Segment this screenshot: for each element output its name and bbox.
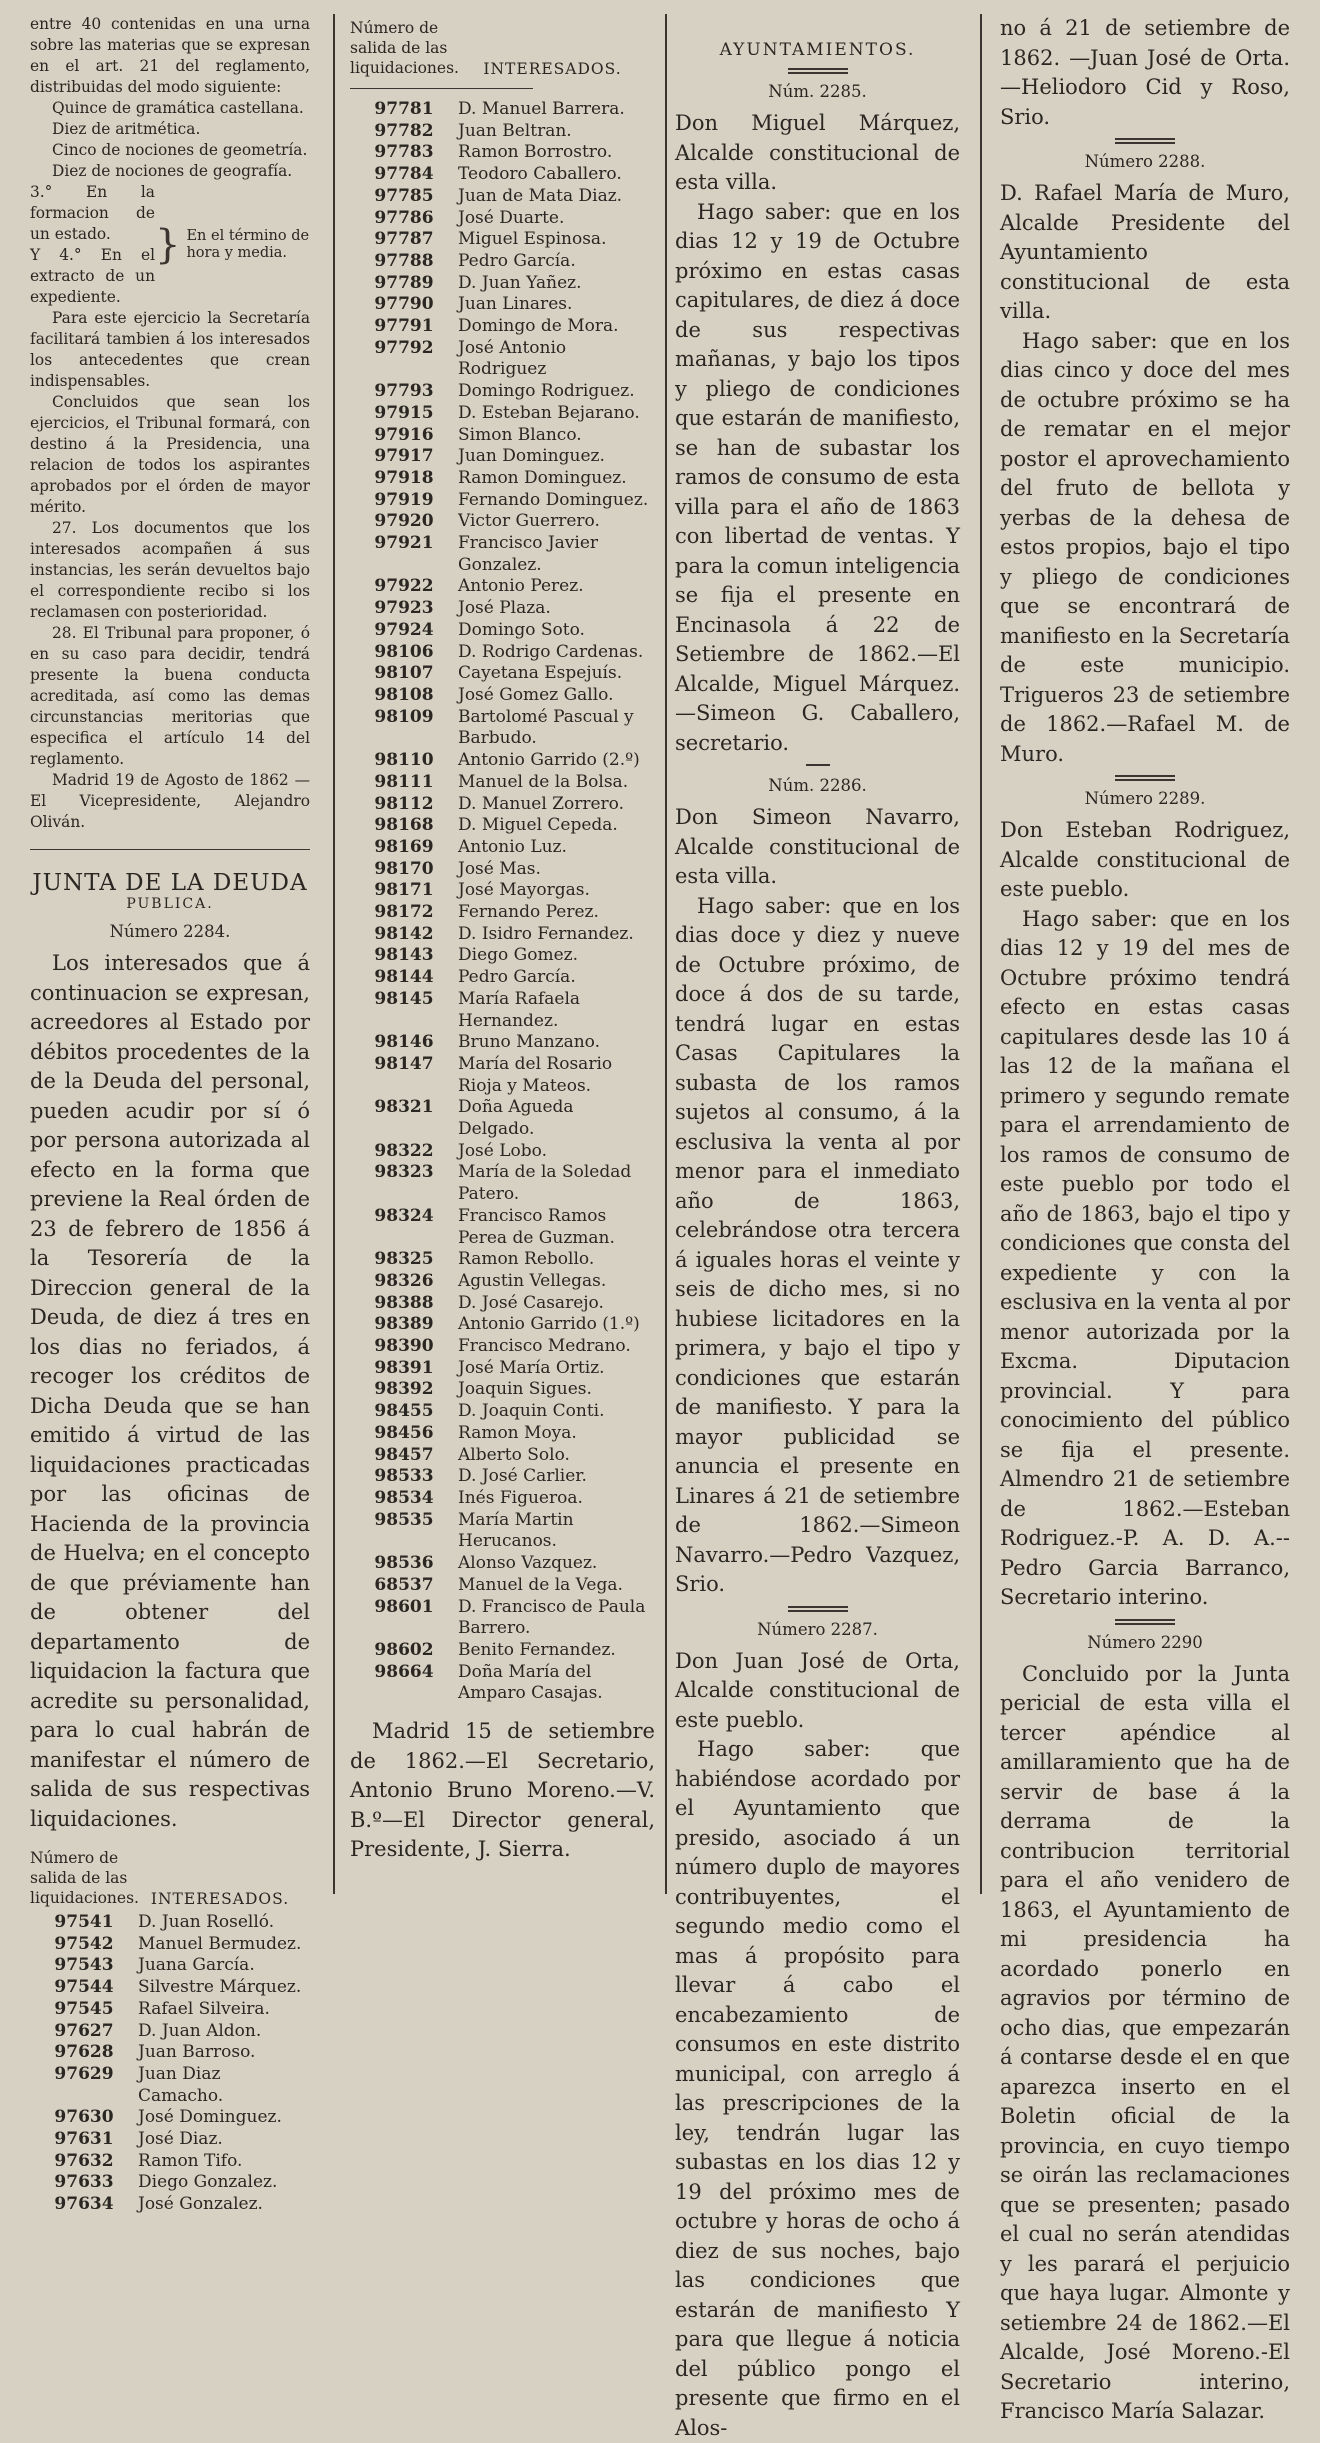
interesado-name: D. Miguel Cepeda. [458, 815, 618, 836]
header-number: Número de salida de las liquidaciones. [30, 1849, 139, 1907]
table-row [350, 142, 655, 164]
header-interesados: INTERESADOS. [150, 1890, 290, 1908]
brace-glyph: } [155, 222, 181, 268]
liquidation-table [30, 1912, 310, 2216]
liquidation-number: 97544 [54, 1977, 114, 1998]
table-row [30, 1934, 310, 1956]
list-item: Diez de nociones de geografía. [52, 162, 293, 180]
table-row [350, 229, 655, 251]
liquidation-number: 98106 [374, 641, 434, 662]
table-row [350, 251, 655, 273]
table-row [350, 533, 655, 576]
liquidation-number: 98111 [374, 771, 434, 792]
section-title: JUNTA DE LA DEUDA [32, 870, 308, 896]
intro-text: entre 40 contenidas en una urna sobre las materias que se expresan en el art. 21 del reglamento, distribuidas del modo siguiente: [30, 15, 310, 96]
list-item: Diez de aritmética. [52, 120, 201, 138]
interesado-name: María Rafaela Hernandez. [458, 988, 581, 1031]
table-row [350, 1553, 655, 1575]
interesado-name: Inés Figueroa. [458, 1488, 583, 1508]
column-1 [30, 14, 310, 2216]
interesado-name: D. Francisco de Paula Barrero. [458, 1596, 646, 1639]
liquidation-number: 98112 [374, 793, 434, 814]
interesado-name: Juan Dominguez. [458, 446, 605, 467]
table-row [350, 837, 655, 859]
liquidation-number: 97785 [374, 185, 434, 206]
notice-number: Número 2284. [109, 922, 231, 941]
table-row [350, 99, 655, 121]
liquidation-number: 98171 [374, 880, 434, 901]
interesado-name: D. Juan Yañez. [458, 272, 582, 293]
liquidation-number: 97916 [374, 424, 434, 445]
liquidation-number: 98142 [374, 923, 434, 944]
list-item: Y 4.° En el extracto de un expediente. [30, 246, 155, 306]
interesado-name: Alonso Vazquez. [458, 1553, 598, 1574]
liquidation-number: 98170 [374, 858, 434, 879]
interesado-name: Ramon Rebollo. [458, 1249, 595, 1270]
notice-number: Número 2289. [1084, 789, 1206, 808]
interesado-name: D. José Casarejo. [458, 1292, 604, 1313]
liquidation-number: 98388 [374, 1292, 434, 1313]
interesado-name: D. Manuel Zorrero. [458, 793, 624, 814]
liquidation-number: 97788 [374, 250, 434, 271]
table-row [350, 1249, 655, 1271]
liquidation-number: 98391 [374, 1357, 434, 1378]
liquidation-number: 98390 [374, 1336, 434, 1357]
interesado-name: Silvestre Márquez. [138, 1977, 302, 1998]
liquidation-number: 97629 [54, 2063, 114, 2084]
interesado-name: D. Juan Roselló. [138, 1912, 275, 1932]
table-row [350, 1401, 655, 1423]
interesado-name: Ramon Borrostro. [458, 142, 613, 163]
liquidation-number: 98389 [374, 1314, 434, 1335]
table-row [350, 794, 655, 816]
liquidation-number: 97786 [374, 207, 434, 228]
liquidation-number: 97787 [374, 229, 434, 250]
double-rule [1115, 138, 1175, 144]
table-row [350, 707, 655, 750]
table-row [350, 121, 655, 143]
table-row [30, 2194, 310, 2216]
liquidation-number: 98107 [374, 663, 434, 684]
interesado-name: D. José Carlier. [458, 1466, 587, 1487]
liquidation-number: 98169 [374, 836, 434, 857]
liquidation-number: 97792 [374, 337, 434, 358]
table-row [350, 425, 655, 447]
liquidation-number: 98457 [374, 1444, 434, 1465]
interesado-name: Bruno Manzano. [458, 1032, 601, 1053]
table-row [350, 164, 655, 186]
table-row [350, 576, 655, 598]
notice-body: Hago saber: que en los dias 12 y 19 del mes de Octubre próximo tendrá efecto en estas casas capitulares desde las 10 á las 12 de la mañana el primero y segundo remate para el arrendamiento de los ramos de consumo de este pueblo por todo el año de 1863, bajo el tipo y condiciones que consta del expediente y con la esclusiva en la venta al por menor autorizada por la Excma. Diputacion provincial. Y para conocimiento del público se fija el presente. Almendro 21 de setiembre de 1862.—Esteban Rodriguez.-P. A. D. A.--Pedro Garcia Barranco, Secretario interino. [1000, 906, 1290, 1609]
divider [350, 88, 533, 89]
interesado-name: José María Ortiz. [458, 1357, 605, 1378]
table-row [350, 815, 655, 837]
liquidation-number: 97630 [54, 2107, 114, 2128]
table-row [350, 1271, 655, 1293]
notice-body: Los interesados que á continuacion se expresan, acreedores al Estado por débitos procedentes de la de la Deuda del personal, pueden acudir por sí ó por persona autorizada al efecto en la forma que previene la Real órden de 23 de febrero de 1856 á la Tesorería de la Direccion general de la Deuda, de diez á tres en los dias no feriados, á recoger los créditos de Dicha Deuda que se han emitido á virtud de las liquidaciones practicadas por las oficinas de Hacienda de la provincia de Huelva; en el concepto de que préviamente han de obtener del departamento de liquidacion la factura que acredite su personalidad, para lo cual habrán de manifestar el número de salida de sus respectivas liquidaciones. [30, 951, 310, 1831]
table-row [350, 1293, 655, 1315]
paragraph: Para este ejercicio la Secretaría facilitará tambien á los interesados los antecedentes que crean indispensables. [30, 309, 310, 390]
notice-header: Don Esteban Rodriguez, Alcalde constitucional de este pueblo. [1000, 818, 1290, 901]
table-row [350, 642, 655, 664]
liquidation-number: 98326 [374, 1270, 434, 1291]
paragraph: 28. El Tribunal para proponer, ó en su caso para decidir, tendrá presente la buena conducta acreditada, así como las demas circunstancias meritorias que especifica el artículo 14 del reglamento. [30, 624, 310, 768]
table-row [350, 1358, 655, 1380]
table-row [350, 620, 655, 642]
table-row [30, 2064, 310, 2107]
liquidation-number: 97920 [374, 511, 434, 532]
interesado-name: Pedro García. [458, 250, 576, 271]
liquidation-number: 98321 [374, 1097, 434, 1118]
table-row [350, 403, 655, 425]
liquidation-number: 97634 [54, 2194, 114, 2215]
liquidation-number: 97627 [54, 2020, 114, 2041]
liquidation-number: 98324 [374, 1205, 434, 1226]
interesado-name: Francisco Javier Gonzalez. [458, 533, 599, 575]
table-row [350, 294, 655, 316]
liquidation-number: 98392 [374, 1379, 434, 1400]
interesado-name: Diego Gomez. [458, 945, 579, 966]
divider [30, 849, 310, 850]
notice-number: Número 2288. [1084, 152, 1206, 171]
table-row [30, 1999, 310, 2021]
interesado-name: Doña Agueda Delgado. [458, 1097, 574, 1140]
table-row [350, 1445, 655, 1467]
notice-header: Don Miguel Márquez, Alcalde constitucional de esta villa. [675, 111, 960, 194]
table-row [30, 2021, 310, 2043]
liquidation-number: 97789 [374, 272, 434, 293]
notice-header: Don Simeon Navarro, Alcalde constitucional de esta villa. [675, 805, 960, 888]
double-rule [788, 1606, 848, 1612]
double-rule [1115, 1619, 1175, 1625]
column-rule [665, 14, 667, 1894]
liquidation-number: 97923 [374, 598, 434, 619]
table-row [350, 1597, 655, 1640]
interesado-name: José Lobo. [458, 1140, 547, 1161]
liquidation-number: 97921 [374, 533, 434, 554]
table-row [350, 1640, 655, 1662]
paragraph: Concluidos que sean los ejercicios, el Tribunal formará, con destino á la Presidencia, una relacion de todos los aspirantes aprobados por el órden de mayor mérito. [30, 393, 310, 516]
paragraph: 27. Los documentos que los interesados acompañen á sus instancias, les serán devueltos bajo el correspondiente recibo si los reclamasen con posterioridad. [30, 519, 310, 621]
interesado-name: Juan Linares. [458, 294, 573, 315]
liquidation-number: 97633 [54, 2172, 114, 2193]
table-row [30, 2151, 310, 2173]
liquidation-number: 97917 [374, 446, 434, 467]
interesado-name: José Gonzalez. [138, 2194, 263, 2215]
list-item: Quince de gramática castellana. [52, 99, 304, 117]
section-subtitle: PUBLICA. [126, 896, 214, 912]
table-row [350, 989, 655, 1032]
column-rule [980, 14, 982, 1894]
table-row [350, 446, 655, 468]
liquidation-number: 98323 [374, 1162, 434, 1183]
interesado-name: Antonio Perez. [458, 576, 584, 597]
interesado-name: D. Isidro Fernandez. [458, 923, 634, 944]
liquidation-number: 97793 [374, 381, 434, 402]
liquidation-number: 97628 [54, 2042, 114, 2063]
interesado-name: José Duarte. [458, 207, 565, 228]
interesado-name: Domingo de Mora. [458, 316, 619, 337]
liquidation-number: 98664 [374, 1661, 434, 1682]
liquidation-table [350, 99, 655, 1705]
liquidation-number: 98145 [374, 988, 434, 1009]
interesado-name: Simon Blanco. [458, 424, 582, 445]
table-row [350, 1141, 655, 1163]
notice-continuation: no á 21 de setiembre de 1862. —Juan José de Orta.—Heliodoro Cid y Roso, Srio. [1000, 16, 1290, 129]
interesado-name: José Plaza. [458, 598, 551, 619]
interesado-name: Francisco Medrano. [458, 1336, 631, 1357]
double-rule [1115, 775, 1175, 781]
table-row [350, 511, 655, 533]
column-2 [350, 14, 655, 1865]
table-row [350, 208, 655, 230]
interesado-name: D. Juan Aldon. [138, 2020, 262, 2041]
interesado-name: Cayetana Espejuís. [458, 663, 623, 684]
interesado-name: Bartolomé Pascual y Barbudo. [458, 706, 634, 749]
liquidation-number: 98534 [374, 1488, 434, 1508]
liquidation-number: 97782 [374, 120, 434, 141]
interesado-name: D. Joaquin Conti. [458, 1401, 605, 1422]
interesado-name: Juan Barroso. [138, 2042, 256, 2063]
liquidation-number: 97541 [54, 1912, 114, 1932]
interesado-name: Antonio Garrido (1.º) [458, 1314, 640, 1335]
liquidation-number: 97542 [54, 1933, 114, 1954]
closing-text: Madrid 15 de setiembre de 1862.—El Secretario, Antonio Bruno Moreno.—V. B.º—El Director general, Presidente, J. Sierra. [350, 1719, 655, 1862]
interesado-name: Fernando Perez. [458, 902, 599, 923]
liquidation-number: 98168 [374, 815, 434, 836]
table-row [350, 1162, 655, 1205]
interesado-name: Alberto Solo. [458, 1444, 570, 1465]
table-row [350, 967, 655, 989]
notice-body: Hago saber: que habiéndose acordado por el Ayuntamiento que presido, asociado á un número duplo de mayores contribuyentes, el segundo medio como el mas á propósito para llevar á cabo el encabezamiento de consumos en este distrito municipal, con arreglo á las prescripciones de la ley, tendrán lugar las subastas en los dias 12 y 19 del próximo mes de octubre y horas de ocho á diez de sus noches, bajo las condiciones que estarán de manifiesto Y para que llegue á noticia del público pongo el presente que firmo en el Alos- [675, 1737, 960, 2440]
liquidation-number: 97784 [374, 164, 434, 185]
interesado-name: Antonio Luz. [458, 836, 567, 857]
table-row [350, 1379, 655, 1401]
liquidation-number: 97918 [374, 467, 434, 488]
interesado-name: José Mayorgas. [458, 880, 590, 901]
interesado-name: Miguel Espinosa. [458, 229, 607, 250]
liquidation-number: 97922 [374, 576, 434, 597]
interesado-name: José Diaz. [138, 2129, 223, 2150]
liquidation-number: 98322 [374, 1140, 434, 1161]
table-row [30, 2172, 310, 2194]
table-row [350, 381, 655, 403]
interesado-name: Ramon Dominguez. [458, 467, 627, 488]
liquidation-number: 97783 [374, 142, 434, 163]
table-row [350, 945, 655, 967]
liquidation-number: 98110 [374, 750, 434, 771]
liquidation-number: 97919 [374, 489, 434, 510]
brace-text: En el término de hora y media. [186, 227, 310, 261]
liquidation-number: 68537 [374, 1574, 434, 1595]
double-rule [788, 68, 848, 74]
table-row [350, 1054, 655, 1097]
interesado-name: D. Esteban Bejarano. [458, 402, 640, 423]
interesado-name: Agustin Vellegas. [458, 1270, 607, 1291]
notice-number: Núm. 2285. [768, 82, 867, 101]
table-header [350, 18, 655, 78]
double-rule [806, 764, 830, 768]
table-row [30, 1912, 310, 1934]
interesado-name: Teodoro Caballero. [458, 164, 622, 185]
notice-number: Núm. 2286. [768, 776, 867, 795]
interesado-name: Benito Fernandez. [458, 1639, 616, 1660]
table-row [30, 2129, 310, 2151]
interesado-name: Diego Gonzalez. [138, 2172, 278, 2193]
liquidation-number: 98536 [374, 1553, 434, 1574]
interesado-name: Ramon Tifo. [138, 2150, 243, 2171]
liquidation-number: 98533 [374, 1466, 434, 1487]
table-row [350, 468, 655, 490]
brace-group [30, 182, 310, 308]
table-row [30, 1955, 310, 1977]
liquidation-number: 98144 [374, 967, 434, 988]
liquidation-number: 97791 [374, 316, 434, 337]
notice-body: Hago saber: que en los dias cinco y doce del mes de octubre próximo se ha de rematar en el mejor postor el aprovechamiento del fruto de bellota y yerbas de la dehesa de estos propios, bajo el tipo y pliego de condiciones que se encontrará de manifiesto en la Secretaría de este municipio. Trigueros 23 de setiembre de 1862.—Rafael M. de Muro. [1000, 328, 1290, 766]
table-row [350, 273, 655, 295]
interesado-name: D. Manuel Barrera. [458, 99, 625, 119]
liquidation-number: 97781 [374, 99, 434, 119]
table-row [350, 338, 655, 381]
liquidation-number: 98455 [374, 1401, 434, 1422]
liquidation-number: 97543 [54, 1955, 114, 1976]
list-item: 3.° En la formacion de un estado. [30, 183, 155, 243]
interesado-name: José Dominguez. [138, 2107, 282, 2128]
table-row [350, 1032, 655, 1054]
interesado-name: Joaquin Sigues. [458, 1379, 592, 1400]
column-rule [333, 14, 335, 1894]
interesado-name: José Gomez Gallo. [458, 684, 614, 705]
interesado-name: Victor Guerrero. [458, 511, 600, 532]
liquidation-number: 98146 [374, 1032, 434, 1053]
interesado-name: Manuel de la Vega. [458, 1574, 623, 1595]
header-interesados: INTERESADOS. [483, 60, 622, 78]
liquidation-number: 98602 [374, 1639, 434, 1660]
interesado-name: Juan Beltran. [458, 120, 572, 141]
liquidation-number: 97790 [374, 294, 434, 315]
liquidation-number: 98601 [374, 1596, 434, 1617]
liquidation-number: 98143 [374, 945, 434, 966]
notice-body: Hago saber: que en los dias doce y diez y nueve de Octubre próximo, de doce á dos de su tarde, tendrá lugar en estas Casas Capitulares la subasta de los ramos sujetos al consumo, á la esclusiva la venta al por menor para el inmediato año de 1863, celebrándose otra tercera á iguales horas el veinte y seis de dicho mes, si no hubiese licitadores en la primera, y bajo el tipo y condiciones que estarán de manifiesto. Y para la mayor publicidad se anuncia el presente en Linares á 21 de setiembre de 1862.—Simeon Navarro.—Pedro Vazquez, Srio. [675, 893, 960, 1596]
table-row [350, 1575, 655, 1597]
interesado-name: Ramon Moya. [458, 1422, 577, 1443]
liquidation-number: 98535 [374, 1509, 434, 1530]
notice-header: D. Rafael María de Muro, Alcalde Presidente del Ayuntamiento constitucional de esta villa. [1000, 181, 1290, 323]
interesado-name: Juan Diaz Camacho. [138, 2063, 224, 2106]
table-row [350, 1097, 655, 1140]
interesado-name: Francisco Ramos Perea de Guzman. [458, 1205, 615, 1248]
table-row [350, 902, 655, 924]
interesado-name: D. Rodrigo Cardenas. [458, 641, 644, 662]
notice-body: Hago saber: que en los dias 12 y 19 de Octubre próximo en estas casas capitulares, de diez á doce de sus respectivas mañanas, y bajo los tipos y pliego de condiciones que estarán de manifiesto, se han de subastar los ramos de consumo de esta villa para el año de 1863 con libertad de ventas. Y para la comun inteligencia se fija el presente en Encinasola á 22 de Setiembre de 1862.—El Alcalde, Miguel Márquez.—Simeon G. Caballero, secretario. [675, 199, 960, 755]
notice-number: Número 2287. [757, 1619, 878, 1639]
interesado-name: Antonio Garrido (2.º) [458, 750, 640, 771]
table-row [350, 663, 655, 685]
table-row [350, 859, 655, 881]
interesado-name: María del Rosario Rioja y Mateos. [458, 1053, 613, 1096]
column-4 [1000, 14, 1290, 2427]
interesado-name: Pedro García. [458, 967, 576, 988]
liquidation-number: 98172 [374, 902, 434, 923]
liquidation-number: 97631 [54, 2129, 114, 2150]
interesado-name: Manuel de la Bolsa. [458, 771, 629, 792]
table-row [350, 750, 655, 772]
table-row [350, 1510, 655, 1553]
liquidation-number: 98108 [374, 684, 434, 705]
liquidation-number: 98456 [374, 1422, 434, 1443]
interesado-name: Manuel Bermudez. [138, 1933, 302, 1954]
interesado-name: José Mas. [458, 858, 541, 879]
table-row [350, 186, 655, 208]
list-item: Cinco de nociones de geometría. [52, 141, 308, 159]
table-row [350, 490, 655, 512]
table-row [350, 772, 655, 794]
liquidation-number: 97632 [54, 2150, 114, 2171]
interesado-name: María Martin Herucanos. [458, 1509, 574, 1552]
table-header [30, 1848, 310, 1908]
table-row [350, 1423, 655, 1445]
notice-header: Don Juan José de Orta, Alcalde constitucional de este pueblo. [675, 1648, 960, 1732]
header-number: Número de salida de las liquidaciones. [350, 19, 459, 77]
table-row [30, 1977, 310, 1999]
table-row [350, 1206, 655, 1249]
interesado-name: Juan de Mata Diaz. [458, 185, 623, 206]
liquidation-number: 97915 [374, 402, 434, 423]
column-3 [675, 14, 960, 2443]
interesado-name: Domingo Soto. [458, 619, 585, 640]
table-row [350, 1314, 655, 1336]
interesado-name: Doña María del Amparo Casajas. [458, 1661, 603, 1704]
interesado-name: Rafael Silveira. [138, 1998, 270, 2019]
interesado-name: Fernando Dominguez. [458, 489, 649, 510]
liquidation-number: 98109 [374, 706, 434, 727]
notice-body: Concluido por la Junta pericial de esta villa el tercer apéndice al amillaramiento que ha de servir de base á la derrama de la contribucion territorial para el año venidero de 1863, el Ayuntamiento de mi presidencia ha acordado ponerlo en agravios por término de ocho dias, que empezarán á contarse desde el en que aparezca inserto en el Boletin oficial de la provincia, en cuyo tiempo se oirán las reclamaciones que se presenten; pasado el cual no serán atendidas y les parará el perjuicio que haya lugar. Almonte y setiembre 24 de 1862.—El Alcalde, José Moreno.-El Secretario interino, Francisco María Salazar. [1000, 1661, 1290, 2423]
table-row [350, 924, 655, 946]
table-row [350, 685, 655, 707]
liquidation-number: 97924 [374, 619, 434, 640]
table-row [350, 1662, 655, 1705]
notice-number: Número 2290 [1087, 1632, 1203, 1652]
liquidation-number: 97545 [54, 1998, 114, 2019]
interesado-name: Domingo Rodriguez. [458, 381, 635, 402]
liquidation-number: 98147 [374, 1053, 434, 1074]
table-row [30, 2107, 310, 2129]
table-row [350, 316, 655, 338]
table-row [350, 1336, 655, 1358]
interesado-name: José Antonio Rodriguez [458, 337, 567, 380]
interesado-name: María de la Soledad Patero. [458, 1162, 632, 1205]
interesado-name: Juana García. [138, 1955, 255, 1976]
table-row [30, 2042, 310, 2064]
table-row [350, 1488, 655, 1510]
section-heading: AYUNTAMIENTOS. [719, 40, 916, 60]
table-row [350, 598, 655, 620]
signature-date: Madrid 19 de Agosto de 1862 — El Vicepresidente, Alejandro Oliván. [30, 771, 310, 831]
table-row [350, 880, 655, 902]
liquidation-number: 98325 [374, 1249, 434, 1270]
table-row [350, 1466, 655, 1488]
